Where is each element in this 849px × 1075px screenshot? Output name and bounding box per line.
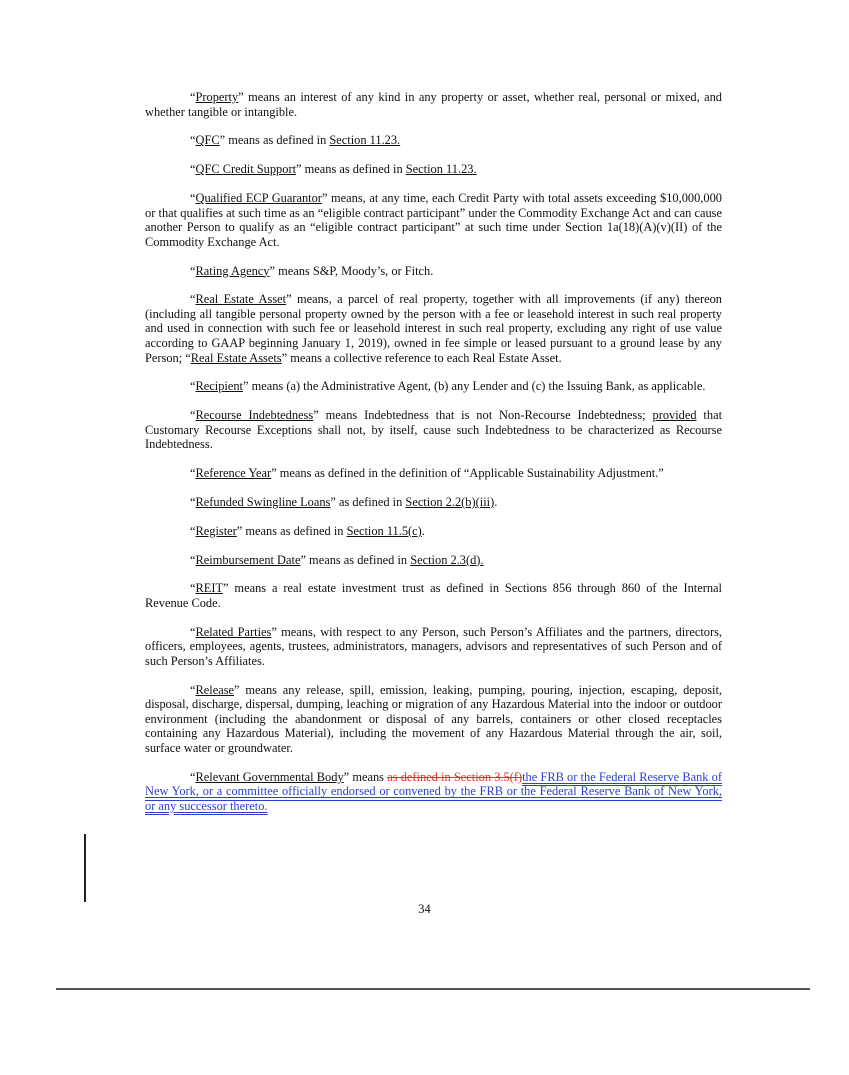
defined-term: Qualified ECP Guarantor: [195, 190, 322, 205]
definition-paragraph: “QFC” means as defined in Section 11.23.: [190, 133, 401, 148]
section-reference: Section 11.23.: [405, 162, 477, 177]
footer-divider: [56, 988, 810, 990]
definition-paragraph: “REIT” means a real estate investment trust as defined in Sections 856 through 860 of the Internal Revenue Code.: [145, 581, 722, 610]
definition-paragraph: “Property” means an interest of any kind in any property or asset, whether real, personal or mixed, and whether tangible or intangible.: [145, 90, 722, 119]
defined-term: Recipient: [195, 379, 243, 394]
definition-paragraph: “Reference Year” means as defined in the definition of “Applicable Sustainability Adjustment.”: [190, 466, 664, 481]
defined-term: Register: [195, 523, 237, 538]
definition-paragraph-tracked-change: “Relevant Governmental Body” means as defined in Section 3.5(f)the FRB or the Federal Reserve Bank of New York, or a committee officially endorsed or convened by the FRB or the Federal Reserve Bank of New York, or any successor thereto.: [145, 769, 722, 813]
defined-term: Reference Year: [195, 466, 272, 481]
defined-term: Recourse Indebtedness: [195, 408, 314, 423]
defined-term: Real Estate Assets: [190, 350, 282, 365]
defined-term: Related Parties: [195, 624, 272, 639]
section-reference: Section 11.23.: [329, 133, 401, 148]
definition-paragraph: “Register” means as defined in Section 11.5(c).: [190, 523, 425, 538]
definition-paragraph: “Rating Agency” means S&P, Moody’s, or Fitch.: [190, 263, 434, 278]
definitions-body: [145, 90, 722, 828]
definition-paragraph: “Related Parties” means, with respect to any Person, such Person’s Affiliates and the partners, directors, officers, employees, agents, trustees, administrators, managers, advisors and representatives of such Person and of such Person’s Affiliates.: [145, 624, 722, 668]
defined-term: QFC Credit Support: [195, 162, 297, 177]
definition-paragraph: “Real Estate Asset” means, a parcel of real property, together with all improvements (if any) thereon (including all tangible personal property owned by the person with a fee or leasehold interest in such real property and used in connection with such fee or leasehold interest in such real property, excluding any right of use value according to GAAP beginning January 1, 2019), owned in fee simple or leased pursuant to a ground lease by any Person; “Real Estate Assets” means a collective reference to each Real Estate Asset.: [145, 292, 722, 365]
section-reference: Section 2.3(d).: [410, 552, 484, 567]
definition-paragraph: “Recourse Indebtedness” means Indebtedness that is not Non-Recourse Indebtedness; provided that Customary Recourse Exceptions shall not, by itself, cause such Indebtedness to be characterized as Recourse Indebtedness.: [145, 408, 723, 452]
definition-paragraph: “Recipient” means (a) the Administrative Agent, (b) any Lender and (c) the Issuing Bank, as applicable.: [190, 379, 706, 394]
inserted-text: the FRB or the Federal Reserve Bank of New York, or a committee officially endorsed or convened by the FRB or the Federal Reserve Bank of New York, or any successor thereto.: [145, 769, 722, 813]
definition-paragraph: “QFC Credit Support” means as defined in Section 11.23.: [190, 162, 477, 177]
change-bar: [84, 834, 86, 902]
defined-term: Refunded Swingline Loans: [195, 494, 331, 509]
defined-term: Property: [195, 90, 239, 104]
defined-term: QFC: [195, 133, 220, 148]
defined-term: Relevant Governmental Body: [195, 769, 344, 784]
definition-paragraph: “Refunded Swingline Loans” as defined in Section 2.2(b)(iii).: [190, 494, 498, 509]
defined-term: Real Estate Asset: [195, 292, 287, 307]
proviso-term: provided: [652, 408, 697, 423]
defined-term: REIT: [195, 581, 224, 596]
defined-term: Release: [195, 682, 235, 697]
definition-paragraph: “Release” means any release, spill, emission, leaking, pumping, pouring, injection, escaping, deposit, disposal, discharge, dispersal, dumping, leaching or migration of any Hazardous Material into the indoor or outdoor environment (including the abandonment or disposal of any barrels, containers or other closed receptacles containing any Hazardous Material), including the movement of any Hazardous Material through the air, soil, surface water or groundwater.: [145, 682, 722, 756]
definition-paragraph: “Qualified ECP Guarantor” means, at any time, each Credit Party with total assets exceeding $10,000,000 or that qualifies at such time as an “eligible contract participant” under the Commodity Exchange Act and can cause another Person to qualify as an “eligible contract participant” at such time under Section 1a(18)(A)(v)(II) of the Commodity Exchange Act.: [145, 190, 722, 249]
definition-paragraph: “Reimbursement Date” means as defined in Section 2.3(d).: [190, 552, 484, 567]
section-reference: Section 11.5(c): [346, 523, 422, 538]
deleted-text: as defined in Section 3.5(f): [387, 769, 523, 784]
defined-term: Reimbursement Date: [195, 552, 301, 567]
defined-term: Rating Agency: [195, 263, 270, 278]
page-number: 34: [418, 902, 431, 916]
section-reference: Section 2.2(b)(iii): [405, 494, 495, 509]
